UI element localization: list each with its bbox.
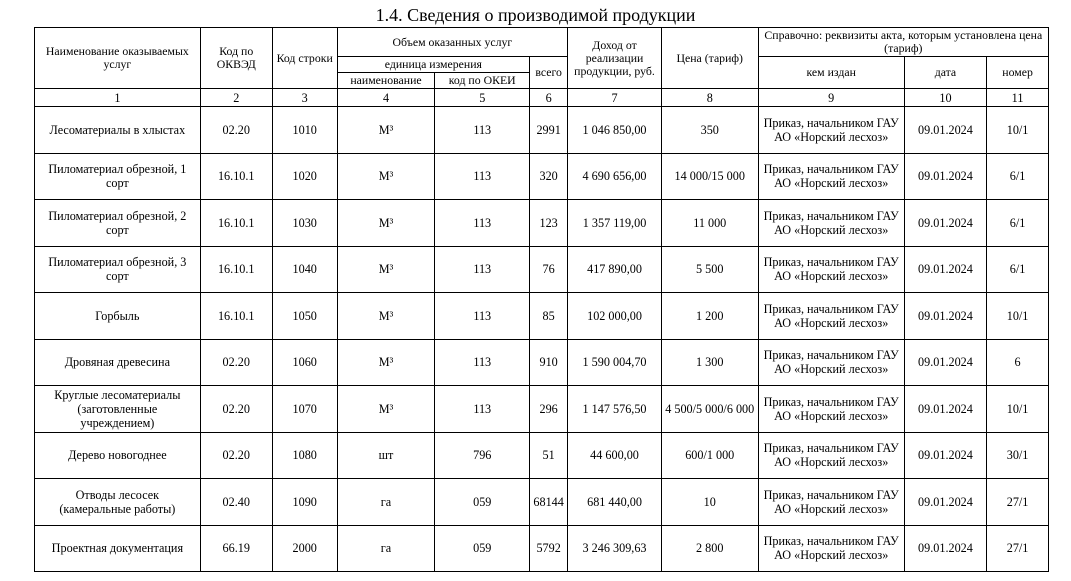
header-service-name: Наименование оказываемых услуг bbox=[35, 28, 201, 89]
okved-cell: 02.20 bbox=[200, 339, 272, 386]
header-okei: код по ОКЕИ bbox=[435, 73, 530, 89]
unit-name-cell: М³ bbox=[337, 339, 435, 386]
header-issued-by: кем издан bbox=[758, 57, 904, 89]
product-name-cell: Пиломатериал обрезной, 3 сорт bbox=[35, 246, 201, 293]
okei-code-cell: 113 bbox=[435, 153, 530, 200]
date-cell: 09.01.2024 bbox=[904, 479, 986, 526]
header-row-code: Код строки bbox=[272, 28, 337, 89]
income-cell: 4 690 656,00 bbox=[568, 153, 662, 200]
unit-name-cell: шт bbox=[337, 432, 435, 479]
row-code-cell: 1030 bbox=[272, 200, 337, 247]
row-code-cell: 1020 bbox=[272, 153, 337, 200]
okei-code-cell: 059 bbox=[435, 525, 530, 572]
total-cell: 910 bbox=[530, 339, 568, 386]
row-code-cell: 1040 bbox=[272, 246, 337, 293]
number-cell: 10/1 bbox=[987, 107, 1049, 154]
total-cell: 68144 bbox=[530, 479, 568, 526]
header-unit-name: наименование bbox=[337, 73, 435, 89]
column-number: 1 bbox=[35, 89, 201, 107]
price-cell: 1 200 bbox=[661, 293, 758, 340]
column-number: 8 bbox=[661, 89, 758, 107]
date-cell: 09.01.2024 bbox=[904, 200, 986, 247]
row-code-cell: 1060 bbox=[272, 339, 337, 386]
okved-cell: 02.20 bbox=[200, 386, 272, 433]
row-code-cell: 1070 bbox=[272, 386, 337, 433]
price-cell: 10 bbox=[661, 479, 758, 526]
issuer-cell: Приказ, начальником ГАУ АО «Норский лесхоз» bbox=[758, 293, 904, 340]
okei-code-cell: 113 bbox=[435, 246, 530, 293]
income-cell: 102 000,00 bbox=[568, 293, 662, 340]
column-number: 2 bbox=[200, 89, 272, 107]
header-income: Доход от реализации продукции, руб. bbox=[568, 28, 662, 89]
unit-name-cell: М³ bbox=[337, 246, 435, 293]
total-cell: 2991 bbox=[530, 107, 568, 154]
number-cell: 27/1 bbox=[987, 479, 1049, 526]
total-cell: 296 bbox=[530, 386, 568, 433]
product-name-cell: Пиломатериал обрезной, 2 сорт bbox=[35, 200, 201, 247]
unit-name-cell: М³ bbox=[337, 200, 435, 247]
header-total: всего bbox=[530, 57, 568, 89]
income-cell: 1 046 850,00 bbox=[568, 107, 662, 154]
row-code-cell: 1090 bbox=[272, 479, 337, 526]
product-name-cell: Отводы лесосек (камеральные работы) bbox=[35, 479, 201, 526]
okved-cell: 16.10.1 bbox=[200, 200, 272, 247]
column-number: 10 bbox=[904, 89, 986, 107]
total-cell: 320 bbox=[530, 153, 568, 200]
header-price: Цена (тариф) bbox=[661, 28, 758, 89]
okei-code-cell: 059 bbox=[435, 479, 530, 526]
price-cell: 14 000/15 000 bbox=[661, 153, 758, 200]
unit-name-cell: М³ bbox=[337, 107, 435, 154]
table-row bbox=[35, 386, 1049, 433]
date-cell: 09.01.2024 bbox=[904, 525, 986, 572]
table-row bbox=[35, 200, 1049, 247]
table-row bbox=[35, 525, 1049, 572]
table-row bbox=[35, 479, 1049, 526]
column-number: 9 bbox=[758, 89, 904, 107]
income-cell: 1 357 119,00 bbox=[568, 200, 662, 247]
date-cell: 09.01.2024 bbox=[904, 339, 986, 386]
price-cell: 350 bbox=[661, 107, 758, 154]
column-number: 7 bbox=[568, 89, 662, 107]
okei-code-cell: 113 bbox=[435, 200, 530, 247]
products-table bbox=[34, 27, 1049, 572]
date-cell: 09.01.2024 bbox=[904, 386, 986, 433]
issuer-cell: Приказ, начальником ГАУ АО «Норский лесхоз» bbox=[758, 432, 904, 479]
product-name-cell: Проектная документация bbox=[35, 525, 201, 572]
okei-code-cell: 113 bbox=[435, 386, 530, 433]
table-row bbox=[35, 339, 1049, 386]
row-code-cell: 1080 bbox=[272, 432, 337, 479]
okei-code-cell: 113 bbox=[435, 107, 530, 154]
income-cell: 3 246 309,63 bbox=[568, 525, 662, 572]
total-cell: 123 bbox=[530, 200, 568, 247]
number-cell: 30/1 bbox=[987, 432, 1049, 479]
okved-cell: 16.10.1 bbox=[200, 293, 272, 340]
unit-name-cell: М³ bbox=[337, 153, 435, 200]
column-number: 6 bbox=[530, 89, 568, 107]
price-cell: 4 500/5 000/6 000 bbox=[661, 386, 758, 433]
total-cell: 5792 bbox=[530, 525, 568, 572]
issuer-cell: Приказ, начальником ГАУ АО «Норский лесхоз» bbox=[758, 107, 904, 154]
issuer-cell: Приказ, начальником ГАУ АО «Норский лесхоз» bbox=[758, 153, 904, 200]
income-cell: 681 440,00 bbox=[568, 479, 662, 526]
product-name-cell: Горбыль bbox=[35, 293, 201, 340]
issuer-cell: Приказ, начальником ГАУ АО «Норский лесхоз» bbox=[758, 246, 904, 293]
okei-code-cell: 796 bbox=[435, 432, 530, 479]
row-code-cell: 1010 bbox=[272, 107, 337, 154]
okei-code-cell: 113 bbox=[435, 339, 530, 386]
income-cell: 417 890,00 bbox=[568, 246, 662, 293]
table-row bbox=[35, 153, 1049, 200]
price-cell: 5 500 bbox=[661, 246, 758, 293]
header-number: номер bbox=[987, 57, 1049, 89]
column-number: 11 bbox=[987, 89, 1049, 107]
total-cell: 51 bbox=[530, 432, 568, 479]
product-name-cell: Лесоматериалы в хлыстах bbox=[35, 107, 201, 154]
product-name-cell: Дровяная древесина bbox=[35, 339, 201, 386]
product-name-cell: Дерево новогоднее bbox=[35, 432, 201, 479]
price-cell: 11 000 bbox=[661, 200, 758, 247]
header-unit: единица измерения bbox=[337, 57, 529, 73]
table-row bbox=[35, 246, 1049, 293]
issuer-cell: Приказ, начальником ГАУ АО «Норский лесхоз» bbox=[758, 525, 904, 572]
okved-cell: 02.20 bbox=[200, 432, 272, 479]
number-cell: 6/1 bbox=[987, 153, 1049, 200]
column-number: 5 bbox=[435, 89, 530, 107]
table-row bbox=[35, 432, 1049, 479]
price-cell: 600/1 000 bbox=[661, 432, 758, 479]
number-cell: 6/1 bbox=[987, 246, 1049, 293]
issuer-cell: Приказ, начальником ГАУ АО «Норский лесхоз» bbox=[758, 200, 904, 247]
number-cell: 6/1 bbox=[987, 200, 1049, 247]
header-date: дата bbox=[904, 57, 986, 89]
date-cell: 09.01.2024 bbox=[904, 246, 986, 293]
price-cell: 1 300 bbox=[661, 339, 758, 386]
date-cell: 09.01.2024 bbox=[904, 107, 986, 154]
section-title: 1.4. Сведения о производимой продукции bbox=[375, 5, 696, 25]
issuer-cell: Приказ, начальником ГАУ АО «Норский лесхоз» bbox=[758, 386, 904, 433]
total-cell: 85 bbox=[530, 293, 568, 340]
unit-name-cell: М³ bbox=[337, 293, 435, 340]
product-name-cell: Круглые лесоматериалы (заготовленные учреждением) bbox=[35, 386, 201, 433]
row-code-cell: 1050 bbox=[272, 293, 337, 340]
product-name-cell: Пиломатериал обрезной, 1 сорт bbox=[35, 153, 201, 200]
income-cell: 1 147 576,50 bbox=[568, 386, 662, 433]
row-code-cell: 2000 bbox=[272, 525, 337, 572]
unit-name-cell: га bbox=[337, 525, 435, 572]
income-cell: 1 590 004,70 bbox=[568, 339, 662, 386]
okved-cell: 16.10.1 bbox=[200, 246, 272, 293]
column-number: 4 bbox=[337, 89, 435, 107]
okved-cell: 02.40 bbox=[200, 479, 272, 526]
okei-code-cell: 113 bbox=[435, 293, 530, 340]
date-cell: 09.01.2024 bbox=[904, 153, 986, 200]
column-numbers-row bbox=[35, 89, 1049, 107]
total-cell: 76 bbox=[530, 246, 568, 293]
issuer-cell: Приказ, начальником ГАУ АО «Норский лесхоз» bbox=[758, 339, 904, 386]
number-cell: 6 bbox=[987, 339, 1049, 386]
column-number: 3 bbox=[272, 89, 337, 107]
number-cell: 27/1 bbox=[987, 525, 1049, 572]
okved-cell: 16.10.1 bbox=[200, 153, 272, 200]
okved-cell: 02.20 bbox=[200, 107, 272, 154]
unit-name-cell: М³ bbox=[337, 386, 435, 433]
okved-cell: 66.19 bbox=[200, 525, 272, 572]
header-okved: Код по ОКВЭД bbox=[200, 28, 272, 89]
unit-name-cell: га bbox=[337, 479, 435, 526]
date-cell: 09.01.2024 bbox=[904, 432, 986, 479]
date-cell: 09.01.2024 bbox=[904, 293, 986, 340]
price-cell: 2 800 bbox=[661, 525, 758, 572]
table-row bbox=[35, 293, 1049, 340]
issuer-cell: Приказ, начальником ГАУ АО «Норский лесхоз» bbox=[758, 479, 904, 526]
number-cell: 10/1 bbox=[987, 386, 1049, 433]
income-cell: 44 600,00 bbox=[568, 432, 662, 479]
header-reference: Справочно: реквизиты акта, которым установлена цена (тариф) bbox=[758, 28, 1048, 57]
table-row bbox=[35, 107, 1049, 154]
number-cell: 10/1 bbox=[987, 293, 1049, 340]
header-volume: Объем оказанных услуг bbox=[337, 28, 568, 57]
